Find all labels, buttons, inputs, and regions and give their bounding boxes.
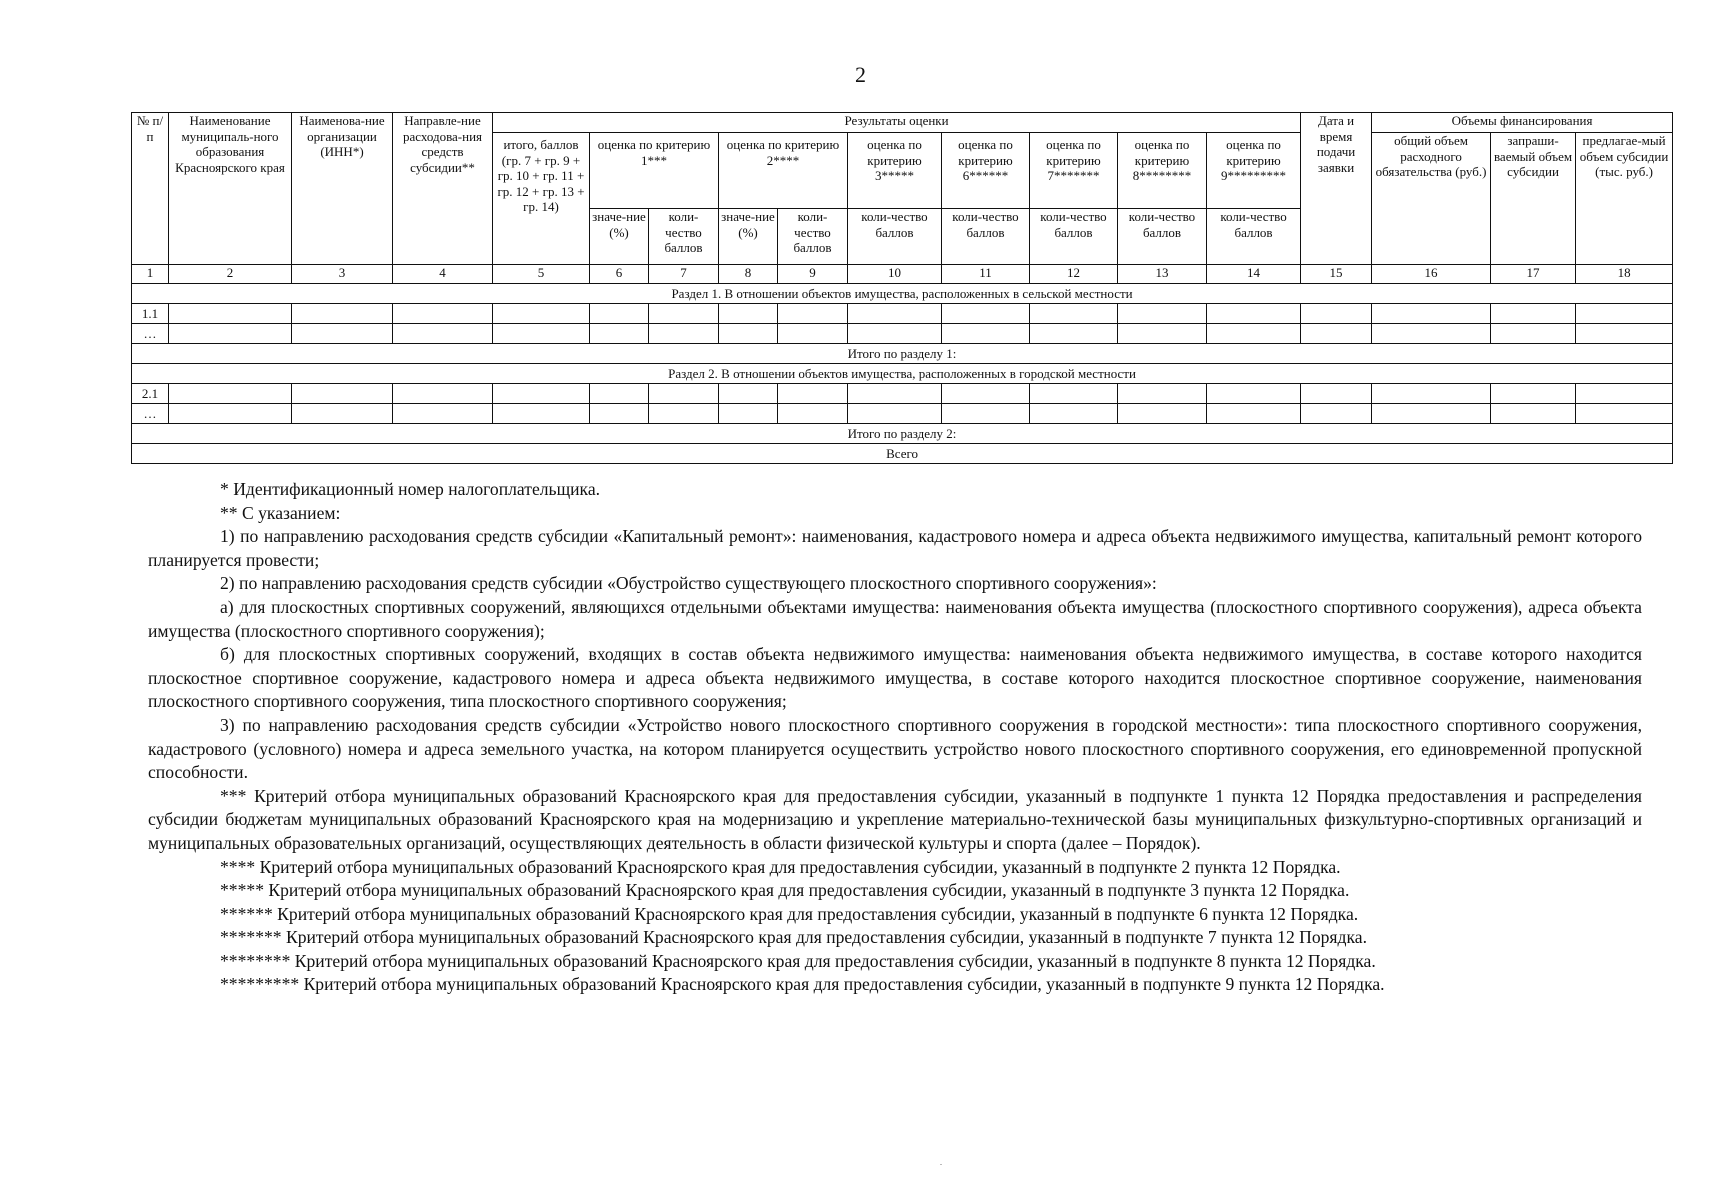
section-1-total: Итого по разделу 1:: [132, 344, 1673, 364]
header-total-points: итого, баллов (гр. 7 + гр. 9 + гр. 10 + гр. 11 + гр. 12 + гр. 13 + гр. 14): [493, 133, 590, 265]
header-organization: Наименова-ние организации (ИНН*): [292, 113, 393, 265]
row-number: …: [132, 324, 169, 344]
footnote-criterion-9: ********* Критерий отбора муниципальных образований Красноярского края для предоставления субсидии, указанный в подпункте 9 пункта 12 Порядка.: [220, 974, 1385, 995]
header-date: Дата и время подачи заявки: [1301, 113, 1372, 265]
section-2-title: Раздел 2. В отношении объектов имущества, расположенных в городской местности: [132, 364, 1673, 384]
header-crit6: оценка по критерию 6******: [942, 133, 1030, 209]
col-number: 5: [493, 265, 590, 284]
header-crit7-points: коли-чество баллов: [1030, 209, 1118, 265]
header-fin-requested: запраши-ваемый объем субсидии: [1491, 133, 1576, 265]
header-crit9-points: коли-чество баллов: [1207, 209, 1301, 265]
col-number: 17: [1491, 265, 1576, 284]
col-number: 13: [1118, 265, 1207, 284]
col-number: 7: [649, 265, 719, 284]
header-crit3: оценка по критерию 3*****: [848, 133, 942, 209]
row-number: …: [132, 404, 169, 424]
col-number: 11: [942, 265, 1030, 284]
col-number: 14: [1207, 265, 1301, 284]
footnote-criterion-8: ******** Критерий отбора муниципальных образований Красноярского края для предоставления субсидии, указанный в подпункте 8 пункта 12 Порядка.: [220, 950, 1376, 971]
footnote-criterion-1: *** Критерий отбора муниципальных образований Красноярского края для предоставления субсидии, указанный в подпункте 1 пункта 12 Порядка предоставления и распределения субсидии бюджетам муниципальных образований Красноярского края на модернизацию и укрепление материально-технической базы муниципальных физкультурно-спортивных организаций и муниципальных образовательных организаций, осуществляющих деятельность в области физической культуры и спорта (далее – Порядок).: [148, 785, 1642, 853]
header-fin-proposed: предлагае-мый объем субсидии (тыс. руб.): [1576, 133, 1673, 265]
col-number: 8: [719, 265, 778, 284]
col-number: 1: [132, 265, 169, 284]
col-number: 10: [848, 265, 942, 284]
header-num: № п/п: [132, 113, 169, 265]
header-crit6-points: коли-чество баллов: [942, 209, 1030, 265]
header-crit8: оценка по критерию 8********: [1118, 133, 1207, 209]
footnote-direction-2a: а) для плоскостных спортивных сооружений, являющихся отдельными объектами имущества: наименования объекта имущества (плоскостного спортивного сооружения), адреса объекта имущества (плоскостного спортивного сооружения);: [148, 596, 1642, 641]
footnote-criterion-3: ***** Критерий отбора муниципальных образований Красноярского края для предоставления субсидии, указанный в подпункте 3 пункта 12 Порядка.: [220, 880, 1350, 901]
header-finance: Объемы финансирования: [1372, 113, 1673, 133]
page-number: 2: [855, 62, 866, 87]
header-crit1: оценка по критерию 1***: [590, 133, 719, 209]
col-number: 15: [1301, 265, 1372, 284]
col-number: 12: [1030, 265, 1118, 284]
scan-artifact: [940, 1164, 942, 1165]
header-crit7: оценка по критерию 7*******: [1030, 133, 1118, 209]
header-crit1-points: коли-чество баллов: [649, 209, 719, 265]
header-results: Результаты оценки: [493, 113, 1301, 133]
header-crit2-points: коли-чество баллов: [778, 209, 848, 265]
header-crit9: оценка по критерию 9*********: [1207, 133, 1301, 209]
row-number: 2.1: [132, 384, 169, 404]
footnotes: [148, 478, 1642, 997]
footnote-criterion-6: ****** Критерий отбора муниципальных образований Красноярского края для предоставления субсидии, указанный в подпункте 6 пункта 12 Порядка.: [220, 903, 1359, 924]
header-crit8-points: коли-чество баллов: [1118, 209, 1207, 265]
header-crit2-value: значе-ние (%): [719, 209, 778, 265]
col-number: 9: [778, 265, 848, 284]
section-2-total: Итого по разделу 2:: [132, 424, 1673, 444]
footnote-direction-2: 2) по направлению расходования средств субсидии «Обустройство существующего плоскостного спортивного сооружения»:: [220, 573, 1157, 594]
col-number: 16: [1372, 265, 1491, 284]
row-number: 1.1: [132, 304, 169, 324]
footnote-direction: ** С указанием:: [220, 502, 341, 523]
col-number: 4: [393, 265, 493, 284]
header-direction: Направле-ние расходова-ния средств субсидии**: [393, 113, 493, 265]
evaluation-table: [131, 112, 1673, 464]
footnote-criterion-7: ******* Критерий отбора муниципальных образований Красноярского края для предоставления субсидии, указанный в подпункте 7 пункта 12 Порядка.: [220, 927, 1367, 948]
footnote-direction-1: 1) по направлению расходования средств субсидии «Капитальный ремонт»: наименования, кадастрового номера и адреса объекта недвижимого имущества, капитальный ремонт которого планируется провести;: [148, 526, 1642, 570]
grand-total: Всего: [132, 444, 1673, 464]
col-number: 18: [1576, 265, 1673, 284]
header-fin-total: общий объем расходного обязательства (руб.): [1372, 133, 1491, 265]
col-number: 2: [169, 265, 292, 284]
footnote-inn: * Идентификационный номер налогоплательщика.: [220, 479, 601, 499]
col-number: 6: [590, 265, 649, 284]
header-municipality: Наименование муниципаль-ного образования Красноярского края: [169, 113, 292, 265]
footnote-direction-3: 3) по направлению расходования средств субсидии «Устройство нового плоскостного спортивного сооружения в городской местности»: типа плоскостного спортивного сооружения, кадастрового (условного) номера и адреса земельного участка, на котором планируется осуществить устройство нового плоскостного спортивного сооружения, его единовременной пропускной способности.: [148, 714, 1642, 783]
col-number: 3: [292, 265, 393, 284]
header-crit3-points: коли-чество баллов: [848, 209, 942, 265]
section-1-title: Раздел 1. В отношении объектов имущества, расположенных в сельской местности: [132, 284, 1673, 304]
header-crit1-value: значе-ние (%): [590, 209, 649, 265]
footnote-direction-2b: б) для плоскостных спортивных сооружений, входящих в состав объекта недвижимого имущества: наименования объекта недвижимого имущества, в составе которого находится плоскостное спортивное сооружение, кадастрового номера и адреса объекта недвижимого имущества, в составе которого находится плоскостное спортивное сооружение, наименования плоскостного спортивного сооружения, типа плоскостного спортивного сооружения;: [148, 644, 1642, 712]
header-crit2: оценка по критерию 2****: [719, 133, 848, 209]
footnote-criterion-2: **** Критерий отбора муниципальных образований Красноярского края для предоставления субсидии, указанный в подпункте 2 пункта 12 Порядка.: [220, 856, 1341, 877]
